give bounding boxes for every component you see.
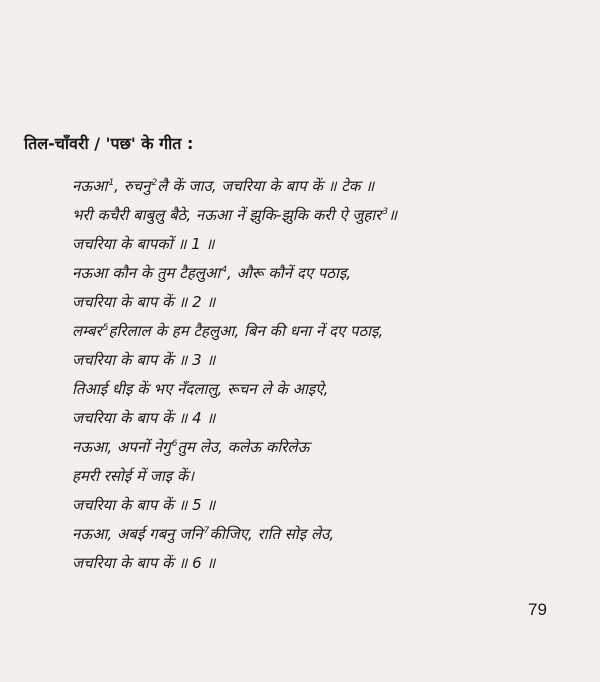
song-lyrics — [72, 172, 582, 578]
lyric-line-2: भरी कचैरी बाबुलु बैठे, नऊआ नें झुकि-झुकि करी ऐ जुहार $^3$ ॥ — [72, 206, 398, 224]
lyric-line-12: जचरिया के बाप कें ॥ 5 ॥ — [72, 496, 216, 514]
lyric-line-4: नऊआ कौन के तुम टैहलुआ $^4$ , औरू कौनें दए पठाइ, — [72, 264, 352, 282]
lyric-line-11: हमरी रसोई में जाइ कें। — [72, 467, 195, 485]
lyric-line-6: लम्बर $^5$ हरिलाल के हम टैहलुआ, बिन की धना नें दए पठाइ, — [72, 322, 384, 340]
lyric-line-13: नऊआ, अबई गबनु जनि $^7$ कीजिए, राति सोइ लेउ, — [72, 525, 335, 543]
lyric-line-7: जचरिया के बाप कें ॥ 3 ॥ — [72, 351, 216, 369]
lyric-line-14: जचरिया के बाप कें ॥ 6 ॥ — [72, 554, 216, 572]
lyric-line-3: जचरिया के बापकों ॥ 1 ॥ — [72, 235, 215, 253]
lyric-line-10: नऊआ, अपनों नेगु $^6$ तुम लेउ, कलेऊ करिलेऊ — [72, 438, 310, 456]
page-number: 79 — [528, 600, 547, 619]
lyric-line-8: तिआई धीइ कें भए नँदलालु, रूचन ले के आइऐ, — [72, 380, 329, 398]
lyric-line-9: जचरिया के बाप कें ॥ 4 ॥ — [72, 409, 216, 427]
section-heading: तिल-चाँवरी / 'पछ' के गीत : — [24, 134, 194, 153]
lyric-line-1: नऊआ $^1$ , रुचनु $^2$ लै कें जाउ, जचरिया के बाप कें ॥ टेक ॥ — [72, 177, 375, 195]
lyric-line-5: जचरिया के बाप कें ॥ 2 ॥ — [72, 293, 216, 311]
